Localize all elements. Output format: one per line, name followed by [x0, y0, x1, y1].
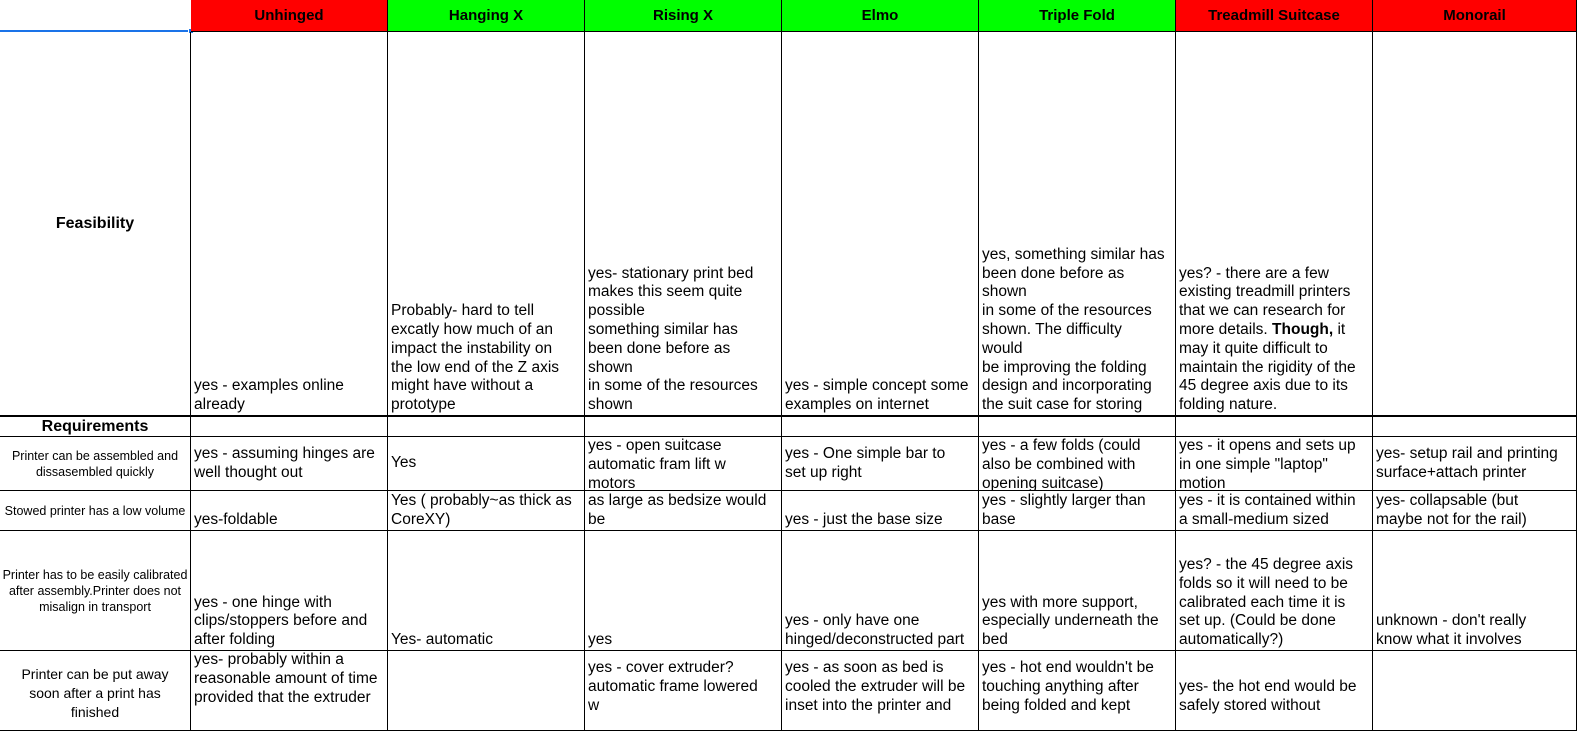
cell-volume-hanging-x[interactable]	[388, 491, 585, 531]
cell-requirements-monorail[interactable]	[1373, 417, 1577, 437]
cell-text: unknown - don't really know what it involves	[1376, 612, 1527, 649]
cell-text: Yes- automatic	[391, 631, 493, 649]
corner-cell[interactable]	[0, 0, 190, 31]
cell-text: as large as bedsize would be	[588, 492, 767, 529]
cell-text: yes - as soon as bed is cooled the extruder will be inset into the printer and	[785, 659, 966, 714]
cell-feasibility-rising-x[interactable]	[585, 32, 782, 417]
header-treadmill-suitcase[interactable]: Treadmill Suitcase	[1176, 0, 1373, 32]
cell-assembly-elmo[interactable]	[782, 437, 979, 491]
cell-putaway-treadmill-suitcase[interactable]	[1176, 651, 1373, 731]
cell-text-bold: Though,	[1272, 321, 1334, 339]
row-label-calibration[interactable]: Printer has to be easily calibrated after assembly.Printer does not misalign in transport	[0, 531, 191, 651]
cell-text: yes- setup rail and printing surface+attach printer	[1376, 444, 1558, 481]
cell-text: yes - it opens and sets up in one simple "laptop" motion	[1179, 437, 1356, 491]
cell-text: yes- collapsable (but maybe not for the rail)	[1376, 492, 1527, 529]
cell-text: yes, something similar has been done before as shown in some of the resources shown. The difficulty would be improving the folding design and incorporating the suit case for storing	[982, 245, 1165, 414]
cell-text: yes- stationary print bed makes this seem quite possible something similar has been done before as shown in some of the resources shown	[588, 264, 758, 414]
cell-volume-triple-fold[interactable]	[979, 491, 1176, 531]
cell-text: yes - assuming hinges are well thought out	[194, 444, 375, 481]
cell-volume-monorail[interactable]	[1373, 491, 1577, 531]
cell-volume-elmo[interactable]	[782, 491, 979, 531]
cell-calibration-unhinged[interactable]	[191, 531, 388, 651]
cell-assembly-rising-x[interactable]	[585, 437, 782, 491]
header-hanging-x[interactable]: Hanging X	[388, 0, 585, 32]
cell-text: Yes	[391, 454, 417, 472]
row-label-assembly[interactable]: Printer can be assembled and dissasembled quickly	[0, 437, 191, 491]
cell-text: yes - a few folds (could also be combined with opening suitcase)	[982, 437, 1141, 491]
row-label-feasibility[interactable]: Feasibility	[0, 32, 191, 417]
row-label-volume[interactable]: Stowed printer has a low volume	[0, 491, 191, 531]
cell-text: yes - examples online already	[194, 377, 344, 414]
cell-calibration-monorail[interactable]	[1373, 531, 1577, 651]
cell-requirements-hanging-x[interactable]	[388, 417, 585, 437]
cell-requirements-triple-fold[interactable]	[979, 417, 1176, 437]
cell-text: yes - cover extruder? automatic frame lowered w	[588, 659, 758, 714]
cell-text: Yes ( probably~as thick as CoreXY)	[391, 492, 572, 529]
row-label-putaway[interactable]: Printer can be put away soon after a print has finished	[0, 651, 191, 731]
cell-text: yes - it is contained within a small-medium sized	[1179, 492, 1356, 529]
cell-text: yes - hot end wouldn't be touching anything after being folded and kept	[982, 659, 1154, 714]
cell-assembly-triple-fold[interactable]	[979, 437, 1176, 491]
cell-calibration-elmo[interactable]	[782, 531, 979, 651]
cell-requirements-rising-x[interactable]	[585, 417, 782, 437]
header-monorail[interactable]: Monorail	[1373, 0, 1577, 32]
cell-text: yes	[588, 631, 613, 649]
cell-volume-unhinged[interactable]	[191, 491, 388, 531]
cell-text: yes - only have one hinged/deconstructed part	[785, 612, 965, 649]
cell-text: yes - slightly larger than base	[982, 492, 1146, 529]
cell-volume-rising-x[interactable]	[585, 491, 782, 531]
cell-text	[1179, 265, 1370, 415]
cell-text: yes with more support, especially underneath the bed	[982, 593, 1159, 649]
cell-volume-treadmill-suitcase[interactable]	[1176, 491, 1373, 531]
cell-text: yes - just the base size	[785, 511, 943, 529]
cell-text: yes - one hinge with clips/stoppers before and after folding	[194, 593, 368, 649]
cell-assembly-treadmill-suitcase[interactable]	[1176, 437, 1373, 491]
cell-putaway-elmo[interactable]	[782, 651, 979, 731]
header-triple-fold[interactable]: Triple Fold	[979, 0, 1176, 32]
cell-text: yes-foldable	[194, 511, 278, 529]
cell-feasibility-elmo[interactable]	[782, 32, 979, 417]
cell-assembly-unhinged[interactable]	[191, 437, 388, 491]
cell-feasibility-triple-fold[interactable]	[979, 32, 1176, 417]
cell-text-part: yes? - there are a few existing treadmill printers that we can research for more details.	[1179, 264, 1351, 339]
cell-text: yes? - the 45 degree axis folds so it will need to be calibrated each time it is set up. (Could be done automatically?)	[1179, 556, 1354, 649]
cell-putaway-triple-fold[interactable]	[979, 651, 1176, 731]
cell-text: yes- probably within a reasonable amount of time provided that the extruder	[194, 651, 378, 706]
cell-feasibility-treadmill-suitcase[interactable]	[1176, 32, 1373, 417]
header-rising-x[interactable]: Rising X	[585, 0, 782, 32]
cell-calibration-rising-x[interactable]	[585, 531, 782, 651]
cell-feasibility-unhinged[interactable]	[191, 32, 388, 417]
cell-calibration-triple-fold[interactable]	[979, 531, 1176, 651]
header-elmo[interactable]: Elmo	[782, 0, 979, 32]
cell-text-part: it may it quite difficult to maintain the rigidity of the 45 degree axis due to its folding nature.	[1179, 321, 1356, 414]
cell-calibration-treadmill-suitcase[interactable]	[1176, 531, 1373, 651]
cell-text: yes - open suitcase automatic fram lift w motors	[588, 437, 726, 491]
cell-feasibility-monorail[interactable]	[1373, 32, 1577, 417]
cell-feasibility-hanging-x[interactable]	[388, 32, 585, 417]
cell-text: Probably- hard to tell excatly how much of an impact the instability on the low end of the Z axis might have without a prototype	[391, 302, 560, 414]
cell-putaway-unhinged[interactable]	[191, 651, 388, 731]
cell-putaway-rising-x[interactable]	[585, 651, 782, 731]
header-unhinged[interactable]: Unhinged	[191, 0, 388, 32]
row-label-requirements[interactable]: Requirements	[0, 417, 191, 437]
cell-putaway-hanging-x[interactable]	[388, 651, 585, 731]
cell-requirements-treadmill-suitcase[interactable]	[1176, 417, 1373, 437]
cell-text: yes- the hot end would be safely stored without	[1179, 678, 1357, 714]
cell-assembly-monorail[interactable]	[1373, 437, 1577, 491]
cell-calibration-hanging-x[interactable]	[388, 531, 585, 651]
cell-text: yes - One simple bar to set up right	[785, 444, 946, 481]
cell-requirements-elmo[interactable]	[782, 417, 979, 437]
cell-assembly-hanging-x[interactable]	[388, 437, 585, 491]
cell-text: yes - simple concept some examples on internet	[785, 377, 969, 414]
cell-requirements-unhinged[interactable]	[191, 417, 388, 437]
cell-putaway-monorail[interactable]	[1373, 651, 1577, 731]
